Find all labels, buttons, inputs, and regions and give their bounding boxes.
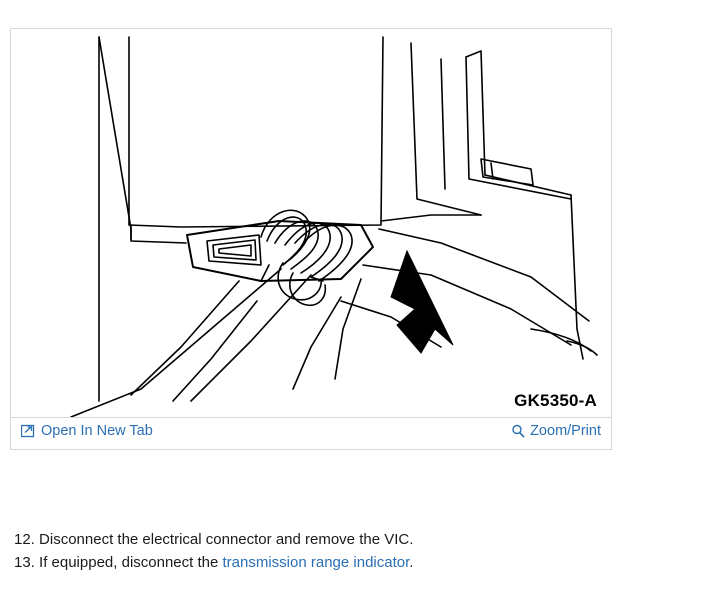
step-text: Disconnect the electrical connector and remove the VIC. [39, 531, 414, 548]
magnifier-icon [511, 424, 525, 438]
open-in-new-tab-label: Open In New Tab [41, 423, 153, 439]
figure-toolbar [11, 417, 611, 449]
zoom-print-button[interactable] [511, 423, 601, 439]
step-item [14, 528, 694, 551]
step-number: 13. [14, 554, 35, 571]
step-text: If equipped, disconnect the [39, 554, 223, 571]
open-in-new-tab-button[interactable] [21, 423, 153, 439]
step-item [14, 551, 694, 574]
figure-image [11, 29, 611, 417]
step-number: 12. [14, 531, 35, 548]
figure-code-label: GK5350-A [514, 391, 597, 410]
open-in-new-tab-icon [21, 424, 35, 438]
figure-panel [10, 28, 612, 450]
technical-illustration [11, 29, 611, 417]
step-text-tail: . [409, 554, 414, 571]
instruction-steps [14, 528, 694, 574]
transmission-range-indicator-link[interactable]: transmission range indicator [222, 554, 410, 571]
zoom-print-label: Zoom/Print [530, 423, 601, 439]
